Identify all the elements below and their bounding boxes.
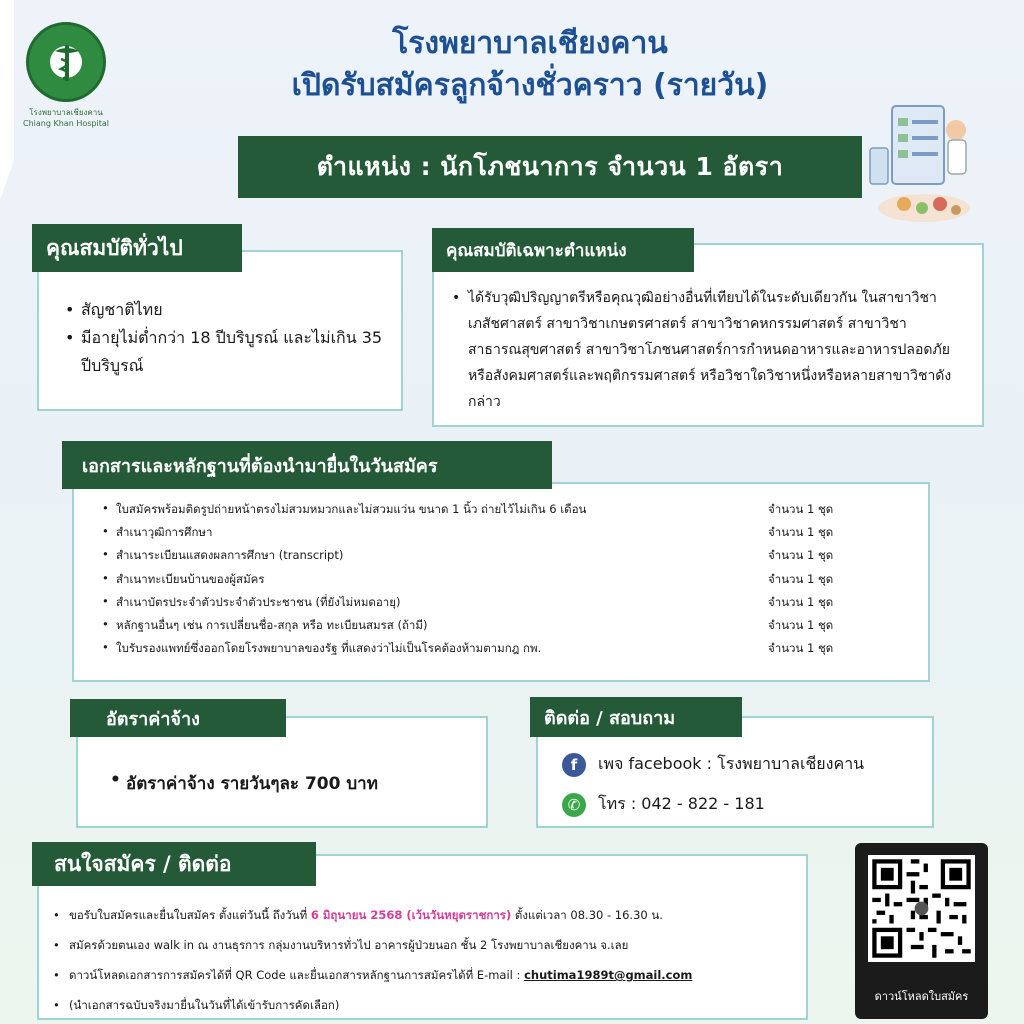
nutrition-illustration-icon xyxy=(864,96,984,226)
facebook-icon: f xyxy=(562,753,586,777)
doc-text: • สำเนาระเบียนแสดงผลการศึกษา (transcript) xyxy=(98,547,768,565)
title-recruit: เปิดรับสมัครลูกจ้างชั่วคราว (รายวัน) xyxy=(291,68,769,103)
doc-text: • สำเนาวุฒิการศึกษา xyxy=(98,524,768,542)
apply-line1-time: ตั้งแต่เวลา 08.30 - 16.30 น. xyxy=(511,908,663,922)
list-item: • ได้รับวุฒิปริญญาตรีหรือคุณวุฒิอย่างอื่นที่เทียบได้ในระดับเดียวกัน ในสาขาวิชาเภสัชศาสตร์ สาขาวิชาเกษตรศาสตร์ สาขาวิชาคหกรรมศาสตร์ สาขาวิชาสาธารณสุขศาสตร์ สาขาวิชาโภชนศาสตร์การกำหนดอาหารและอาหารปลอดภัย หรือสังคมศาสตร์และพฤติกรรมศาสตร์ หรือวิชาใดวิชาหนึ่งหรือหลายสาขาวิชาดังกล่าว xyxy=(448,285,978,415)
list-item: • มีอายุไม่ต่ำกว่า 18 ปีบริบูรณ์ และไม่เกิน 35 ปีบริบูรณ์ xyxy=(61,324,401,380)
hospital-logo xyxy=(18,22,114,128)
list-item xyxy=(98,568,898,591)
facebook-row[interactable] xyxy=(562,752,864,777)
documents-box xyxy=(72,482,930,682)
list-item xyxy=(98,591,898,614)
email-link[interactable]: chutima1989t@gmail.com xyxy=(524,968,693,982)
list-item: • สมัครด้วยตนเอง walk in ณ งานธุรการ กลุ่มงานบริหารทั่วไป อาคารผู้ป่วยนอก ชั้น 2 โรงพยาบาลเชียงคาน จ.เลย xyxy=(49,930,804,960)
apply-note: (นำเอกสารฉบับจริงมายื่นในวันที่ได้เข้ารับการคัดเลือก) xyxy=(69,998,340,1012)
title-hospital: โรงพยาบาลเชียงคาน xyxy=(392,26,668,61)
contact-heading: ติดต่อ / สอบถาม xyxy=(530,697,742,737)
doc-count: จำนวน 1 ชุด xyxy=(768,501,834,516)
list-item: • สัญชาติไทย xyxy=(61,296,401,324)
documents-list xyxy=(98,498,898,661)
doc-count: จำนวน 1 ชุด xyxy=(768,548,834,563)
apply-heading: สนใจสมัคร / ติดต่อ xyxy=(32,842,316,886)
specific-qualification-heading: คุณสมบัติเฉพาะตำแหน่ง xyxy=(432,228,694,272)
list-item xyxy=(98,521,898,544)
general-qualification-heading: คุณสมบัติทั่วไป xyxy=(32,224,242,272)
doc-text: • หลักฐานอื่นๆ เช่น การเปลี่ยนชื่อ-สกุล หรือ ทะเบียนสมรส (ถ้ามี) xyxy=(98,617,768,635)
logo-name-th: โรงพยาบาลเชียงคาน xyxy=(29,108,103,117)
page-title xyxy=(230,24,830,108)
qr-caption: ดาวน์โหลดใบสมัคร xyxy=(874,990,969,1003)
phone-icon: ✆ xyxy=(562,793,586,817)
wage-list xyxy=(106,770,378,797)
phone-row[interactable] xyxy=(562,792,765,817)
general-qualification-box xyxy=(37,250,403,411)
list-item xyxy=(49,960,804,990)
doc-count: จำนวน 1 ชุด xyxy=(768,571,834,586)
documents-heading: เอกสารและหลักฐานที่ต้องนำมายื่นในวันสมัคร xyxy=(62,441,552,489)
doc-text: • สำเนาบัตรประจำตัวประจำตัวประชาชน (ที่ยังไม่หมดอายุ) xyxy=(98,594,768,612)
list-item xyxy=(98,545,898,568)
doc-count: จำนวน 1 ชุด xyxy=(768,594,834,609)
apply-line3-text: ดาวน์โหลดเอกสารการสมัครได้ที่ QR Code และยื่นเอกสารหลักฐานการสมัครได้ที่ E-mail : xyxy=(69,968,525,982)
list-item xyxy=(49,900,804,930)
facebook-text: เพจ facebook : โรงพยาบาลเชียงคาน xyxy=(598,754,865,773)
doc-text: • ใบสมัครพร้อมติดรูปถ่ายหน้าตรงไม่สวมหมวกและไม่สวมแว่น ขนาด 1 นิ้ว ถ่ายไว้ไม่เกิน 6 เดือน xyxy=(98,501,768,519)
list-item xyxy=(98,498,898,521)
list-item xyxy=(98,638,898,661)
apply-line1-text: ขอรับใบสมัครและยื่นใบสมัคร ตั้งแต่วันนี้ ถึงวันที่ xyxy=(69,908,311,922)
note-item xyxy=(49,990,804,1020)
wage-heading: อัตราค่าจ้าง xyxy=(70,699,286,737)
phone-text: โทร : 042 - 822 - 181 xyxy=(598,794,765,813)
list-item xyxy=(98,614,898,637)
logo-name-en: Chiang Khan Hospital xyxy=(23,119,109,128)
doc-count: จำนวน 1 ชุด xyxy=(768,641,834,656)
doc-text: • ใบรับรองแพทย์ซึ่งออกโดยโรงพยาบาลของรัฐ ที่แสดงว่าไม่เป็นโรคต้องห้ามตามกฎ กพ. xyxy=(98,640,768,658)
deadline-highlight: 6 มิถุนายน 2568 (เว้นวันหยุดราชการ) xyxy=(310,908,512,922)
qr-card[interactable] xyxy=(855,843,988,1019)
caduceus-icon xyxy=(51,43,83,83)
ministry-seal xyxy=(26,22,106,102)
doc-count: จำนวน 1 ชุด xyxy=(768,524,834,539)
position-banner: ตำแหน่ง : นักโภชนาการ จำนวน 1 อัตรา xyxy=(238,136,862,198)
corner-decoration xyxy=(0,0,14,200)
wage-text: • อัตราค่าจ้าง รายวันๆละ 700 บาท xyxy=(106,770,378,797)
doc-count: จำนวน 1 ชุด xyxy=(768,618,834,633)
doc-text: • สำเนาทะเบียนบ้านของผู้สมัคร xyxy=(98,571,768,589)
qr-code-icon[interactable] xyxy=(868,855,975,962)
